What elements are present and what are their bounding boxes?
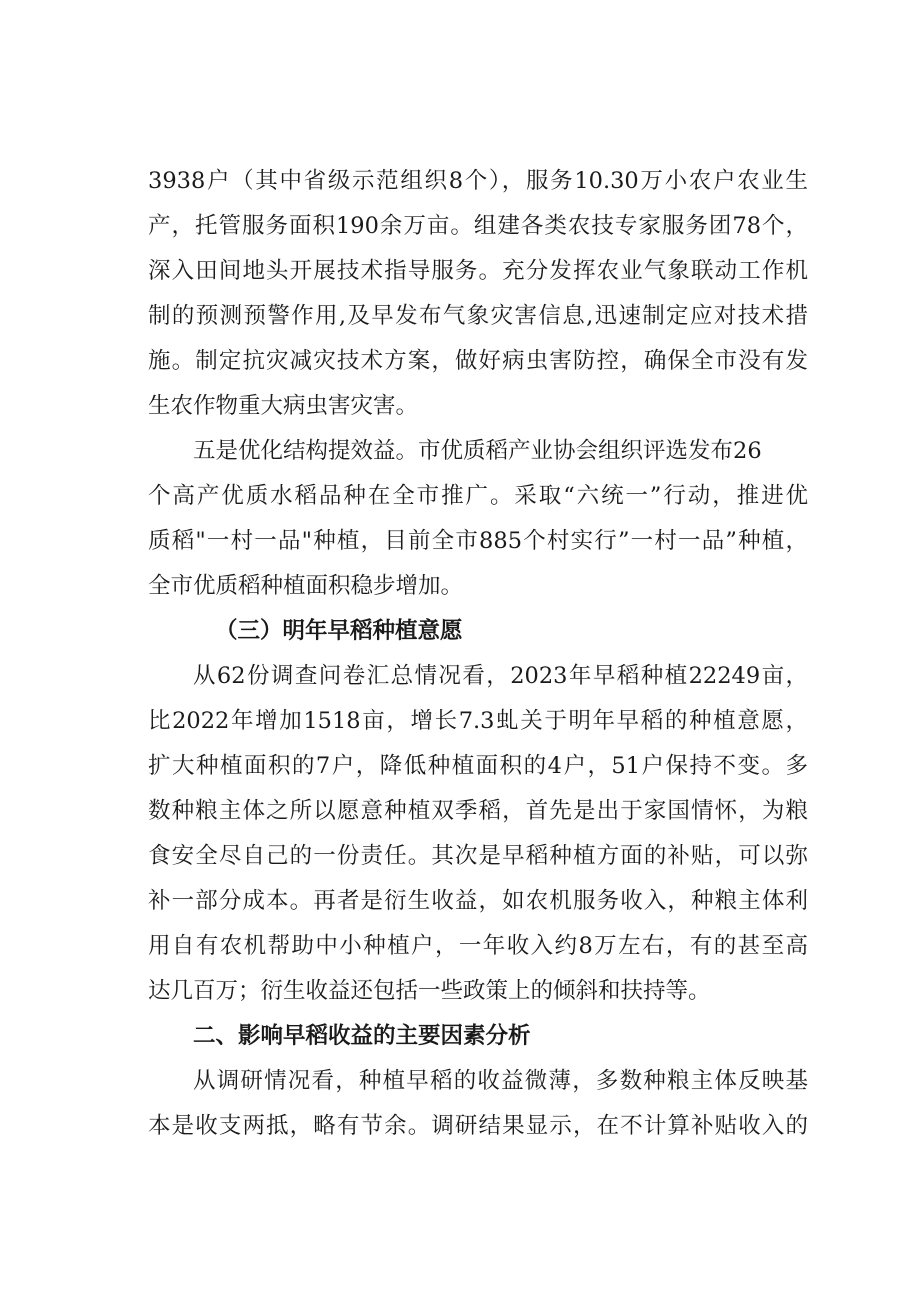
chapter-heading: 二、影响早稻收益的主要因素分析 xyxy=(193,1023,531,1049)
body-text-line: 本是收支两抵，略有节余。调研结果显示，在不计算补贴收入的 xyxy=(148,1113,808,1139)
body-text-line: 施。制定抗灾减灾技术方案，做好病虫害防控，确保全市没有发 xyxy=(148,348,808,374)
body-text-line: 个高产优质水稻品种在全市推广。采取“六统一”行动，推进优 xyxy=(148,483,808,509)
body-text-line: 质稻"一村一品"种植，目前全市885个村实行”一村一品”种植， xyxy=(148,528,808,554)
body-text-line: 五是优化结构提效益。市优质稻产业协会组织评选发布26 xyxy=(193,438,762,464)
body-text-line: 数种粮主体之所以愿意种植双季稻，首先是出于家国情怀，为粮 xyxy=(148,798,808,824)
body-text-line: 全市优质稻种植面积稳步增加。 xyxy=(148,573,464,599)
body-text-line: 用自有农机帮助中小种植户，一年收入约8万左右，有的甚至高 xyxy=(148,933,808,959)
body-text-line: 食安全尽自己的一份责任。其次是早稻种植方面的补贴，可以弥 xyxy=(148,843,808,869)
section-heading: （三）明年早稻种植意愿 xyxy=(215,618,463,644)
body-text-line: 扩大种植面积的7户，降低种植面积的4户，51户保持不变。多 xyxy=(148,753,808,779)
body-text-line: 从调研情况看，种植早稻的收益微薄，多数种粮主体反映基 xyxy=(193,1068,808,1094)
body-text-line: 产，托管服务面积190余万亩。组建各类农技专家服务团78个， xyxy=(148,213,808,239)
body-text-line: 制的预测预警作用,及早发布气象灾害信息,迅速制定应对技术措 xyxy=(148,303,808,329)
body-text-line: 补一部分成本。再者是衍生收益，如农机服务收入，种粮主体利 xyxy=(148,888,808,914)
body-text-line: 达几百万；衍生收益还包括一些政策上的倾斜和扶持等。 xyxy=(148,978,711,1004)
body-text-line: 比2022年增加1518亩，增长7.3虬关于明年早稻的种植意愿， xyxy=(148,708,808,734)
body-text-line: 深入田间地头开展技术指导服务。充分发挥农业气象联动工作机 xyxy=(148,258,808,284)
body-text-line: 3938户（其中省级示范组织8个），服务10.30万小农户农业生 xyxy=(148,168,808,194)
body-text-line: 生农作物重大病虫害灾害。 xyxy=(148,393,419,419)
body-text-line: 从62份调查问卷汇总情况看，2023年早稻种植22249亩， xyxy=(193,663,808,689)
